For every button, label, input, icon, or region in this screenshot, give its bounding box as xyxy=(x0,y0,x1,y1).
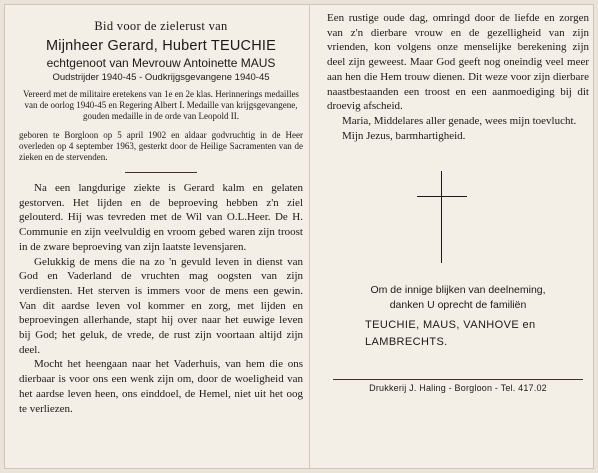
body-paragraph: Na een langdurige ziekte is Gerard kalm en gelaten gestorven. Het lijden en de beproeving hebben z'n ziel gelouterd. Hij was tevreden met de Wil van O.L.Heer. De H. Communie en zijn veelvuldig en vroom gebed waren zijn troost in de zware beproeving van zijn laatste levensjaren. xyxy=(19,182,303,253)
family-names xyxy=(365,317,589,351)
honors-text: Vereerd met de militaire eretekens van 1e en 2e klas. Herinnerings medailles van de oorlog 1940-45 en Regering Albert I. Medaille van krijgsgevangene, gouden medaille in de orde van Leopold II. xyxy=(23,89,299,121)
printer-rule xyxy=(333,379,583,380)
thanks-line: Om de innige blijken van deelneming, xyxy=(370,284,546,297)
prayer-heading: Bid voor de zielerust van xyxy=(94,19,228,33)
printer-credit xyxy=(327,379,589,393)
birth-death-text: geboren te Borgloon op 5 april 1902 en aldaar godvruchtig in de Heer overleden op 4 september 1963, gesterkt door de Heilige Sacramenten van de zieken en de stervenden. xyxy=(19,130,303,162)
family-names-line: LAMBRECHTS. xyxy=(365,336,448,349)
memorial-card xyxy=(4,4,594,469)
cross-vertical-bar xyxy=(441,171,442,263)
spouse-line: echtgenoot van Mevrouw Antoinette MAUS xyxy=(46,56,276,70)
cross-icon xyxy=(327,143,589,261)
body-paragraph: Een rustige oude dag, omringd door de liefde en zorgen van z'n dierbare vrouw en de gezelligheid van zijn vrienden, kon volgens onze menselijke berekening zijn deel zijn geweest. Maar God geeft nog oneindig veel meer aan hen die Hem trouw dienen. Dit weze voor zijn dierbare naastbestaanden een troost en een aanmoediging bij dit droevig afscheid. xyxy=(327,12,589,113)
cross-horizontal-bar xyxy=(417,196,467,197)
thanks-block xyxy=(327,283,589,313)
printer-text: Drukkerij J. Haling - Borgloon - Tel. 417.02 xyxy=(369,383,547,394)
deceased-name: Mijnheer Gerard, Hubert TEUCHIE xyxy=(46,38,276,54)
section-divider xyxy=(125,172,197,173)
thanks-line: danken U oprecht de familiën xyxy=(389,299,527,312)
card-fold-line xyxy=(309,5,310,468)
right-page xyxy=(327,11,589,393)
body-paragraph: Mocht het heengaan naar het Vaderhuis, van hem die ons dierbaar is voor ons een wenk zijn om, door de woeligheid van het aardse leven heen, ons einddoel, de Hemel, niet uit het oog te verliezen. xyxy=(19,358,303,415)
left-page xyxy=(19,11,303,416)
prayer-line: Mijn Jezus, barmhartigheid. xyxy=(342,129,466,142)
family-names-line: TEUCHIE, MAUS, VANHOVE en xyxy=(365,319,536,332)
prayer-line: Maria, Middelares aller genade, wees mijn toevlucht. xyxy=(342,114,577,127)
body-paragraph: Gelukkig de mens die na zo 'n gevuld leven in dienst van God en Vaderland de vruchten mag oogsten van zijn verdiensten. Het sterven is immers voor de mens een gewin. Van dit aardse leven vol kommer en zorg, met lijden en beproevingen allerhande, stapt hij over naar het euwige leven bij God; het geluk, de vrede, de rust zijn voortaan altijd zijn deel. xyxy=(19,255,303,356)
service-line: Oudstrijder 1940-45 - Oudkrijgsgevangene 1940-45 xyxy=(52,72,270,83)
